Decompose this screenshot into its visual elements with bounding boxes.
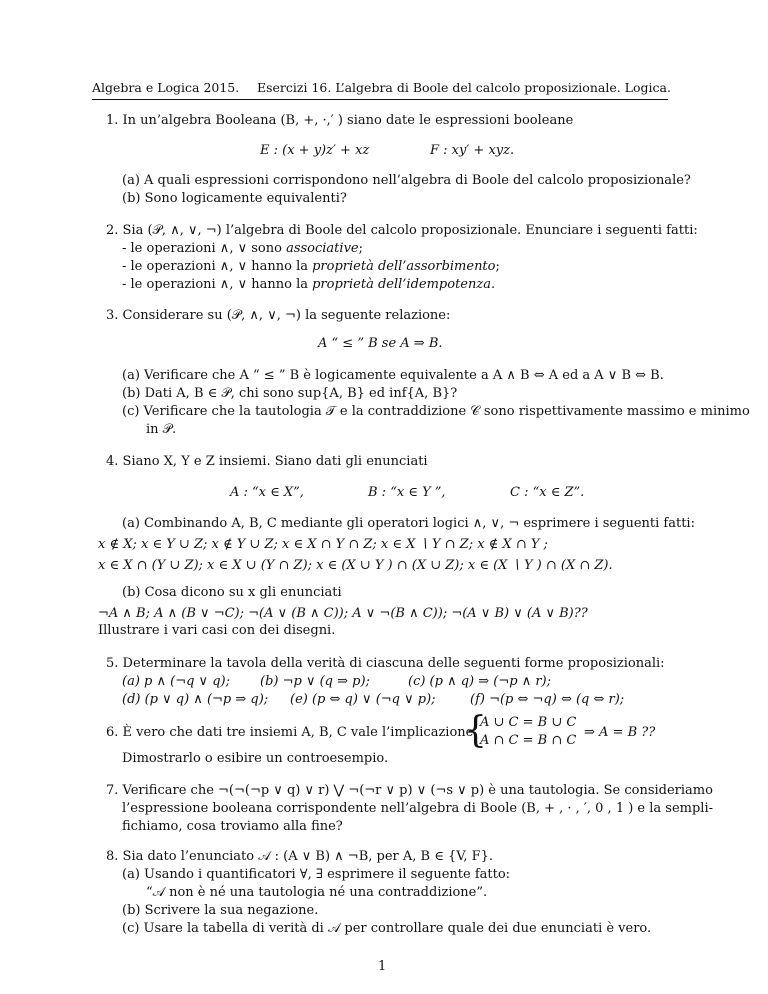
ex2-l1-term: associative: [286, 241, 359, 256]
ex4-facts-row-2: x ∈ X ∩ (Y ∪ Z); x ∈ X ∪ (Y ∩ Z); x ∈ (X ∪ Y ) ∩ (X ∪ Z); x ∈ (X ∖ Y ) ∩ (X ∩ Z).: [98, 558, 613, 573]
ex6-intro: 6. È vero che dati tre insiemi A, B, C vale l’implicazione: [106, 725, 474, 740]
ex2-l2-term: proprietà dell’assorbimento: [312, 259, 496, 274]
ex4-intro: 4. Siano X, Y e Z insiemi. Siano dati gli enunciati: [106, 454, 428, 469]
ex3-item-b: (b) Dati A, B ∈ 𝒫, chi sono sup{A, B} ed inf{A, B}?: [122, 386, 458, 401]
ex8-item-b: (b) Scrivere la sua negazione.: [122, 903, 319, 918]
ex4-statement-b: B : “x ∈ Y ”,: [368, 485, 446, 500]
ex5-item-a: (a) p ∧ (¬q ∨ q);: [122, 674, 230, 689]
ex6-conclusion: ⇒ A = B ??: [584, 725, 656, 740]
ex3-intro: 3. Considerare su (𝒫, ∧, ∨, ¬) la seguente relazione:: [106, 308, 451, 323]
ex1-item-b: (b) Sono logicamente equivalenti?: [122, 191, 347, 206]
ex8-intro: 8. Sia dato l’enunciato 𝒜 : (A ∨ B) ∧ ¬B, per A, B ∈ {V, F}.: [106, 849, 494, 864]
ex4-illustrate: Illustrare i vari casi con dei disegni.: [98, 623, 336, 638]
ex8-quote: “𝒜 non è né una tautologia né una contraddizione”.: [146, 885, 488, 900]
ex2-l1-post: ;: [358, 241, 363, 256]
ex6-left-brace: {: [464, 710, 487, 751]
ex7-line-2: l’espressione booleana corrispondente nell’algebra di Boole (B, + , · , ′, 0 , 1 ) e la sempli-: [122, 801, 714, 816]
ex5-item-b: (b) ¬p ∨ (q ⇒ p);: [260, 674, 370, 689]
ex5-item-f: (f) ¬(p ⇔ ¬q) ⇔ (q ⇔ r);: [470, 692, 625, 707]
ex3-item-c-1: (c) Verificare che la tautologia 𝒯 e la contraddizione 𝒞 sono rispettivamente massimo e minimo: [122, 404, 750, 419]
ex8-item-a: (a) Usando i quantificatori ∀, ∃ esprimere il seguente fatto:: [122, 867, 511, 882]
ex4-statements-row: ¬A ∧ B; A ∧ (B ∨ ¬C); ¬(A ∨ (B ∧ C)); A ∨ ¬(B ∧ C)); ¬(A ∨ B) ∨ (A ∨ B)??: [98, 606, 588, 621]
ex6-demonstrate: Dimostrarlo o esibire un controesempio.: [122, 751, 389, 766]
ex2-l2-pre: - le operazioni ∧, ∨ hanno la: [122, 259, 313, 274]
ex1-item-a: (a) A quali espressioni corrispondono nell’algebra di Boole del calcolo proposizionale?: [122, 173, 691, 188]
ex5-intro: 5. Determinare la tavola della verità di ciascuna delle seguenti forme proposizionali:: [106, 656, 665, 671]
ex1-expr-e: E : (x + y)z′ + xz: [260, 143, 370, 158]
ex6-equation-2: A ∩ C = B ∩ C: [480, 733, 577, 748]
ex1-expr-f: F : xy′ + xyz.: [430, 143, 515, 158]
ex2-l3-post: .: [490, 277, 496, 292]
ex1-intro: 1. In un’algebra Booleana (B, +, ·,′ ) siano date le espressioni booleane: [106, 113, 574, 128]
ex5-item-d: (d) (p ∨ q) ∧ (¬p ⇒ q);: [122, 692, 269, 707]
ex2-l2-post: ;: [495, 259, 500, 274]
ex5-item-c: (c) (p ∧ q) ⇒ (¬p ∧ r);: [408, 674, 552, 689]
ex4-item-b: (b) Cosa dicono su x gli enunciati: [122, 585, 342, 600]
ex4-item-a: (a) Combinando A, B, C mediante gli operatori logici ∧, ∨, ¬ esprimere i seguenti fatti:: [122, 516, 695, 531]
ex2-l3-term: proprietà dell’idempotenza: [312, 277, 491, 292]
ex3-item-c-2: in 𝒫.: [146, 422, 177, 437]
ex6-equation-1: A ∪ C = B ∪ C: [480, 715, 577, 730]
ex7-line-1: 7. Verificare che ¬(¬(¬p ∨ q) ∨ r) ⋁ ¬(¬r ∨ p) ∨ (¬s ∨ p) è una tautologia. Se consideriamo: [106, 783, 713, 798]
page-number: 1: [378, 959, 387, 974]
ex2-l1-pre: - le operazioni ∧, ∨ sono: [122, 241, 287, 256]
ex5-item-e: (e) (p ⇔ q) ∨ (¬q ∨ p);: [290, 692, 436, 707]
ex2-intro: 2. Sia (𝒫, ∧, ∨, ¬) l’algebra di Boole del calcolo proposizionale. Enunciare i seguenti fatti:: [106, 223, 698, 238]
ex2-line-3: [122, 276, 495, 294]
page-header: [92, 80, 671, 100]
ex2-l3-pre: - le operazioni ∧, ∨ hanno la: [122, 277, 313, 292]
header-title: Esercizi 16. L’algebra di Boole del calcolo proposizionale. Logica.: [257, 80, 671, 95]
header-course: Algebra e Logica 2015.: [92, 80, 240, 95]
ex2-line-2: [122, 258, 500, 276]
ex3-relation: A “ ≤ ” B se A ⇒ B.: [318, 336, 443, 351]
ex2-line-1: [122, 240, 363, 258]
header-rule: [92, 99, 668, 100]
ex4-statement-a: A : “x ∈ X”,: [230, 485, 304, 500]
ex4-facts-row-1: x ∉ X; x ∈ Y ∪ Z; x ∉ Y ∪ Z; x ∈ X ∩ Y ∩ Z; x ∈ X ∖ Y ∩ Z; x ∉ X ∩ Y ;: [98, 537, 548, 552]
ex7-line-3: fichiamo, cosa troviamo alla fine?: [122, 819, 343, 834]
ex8-item-c: (c) Usare la tabella di verità di 𝒜 per controllare quale dei due enunciati è vero.: [122, 921, 652, 936]
ex4-statement-c: C : “x ∈ Z”.: [510, 485, 585, 500]
ex3-item-a: (a) Verificare che A “ ≤ ” B è logicamente equivalente a A ∧ B ⇔ A ed a A ∨ B ⇔ B.: [122, 368, 664, 383]
